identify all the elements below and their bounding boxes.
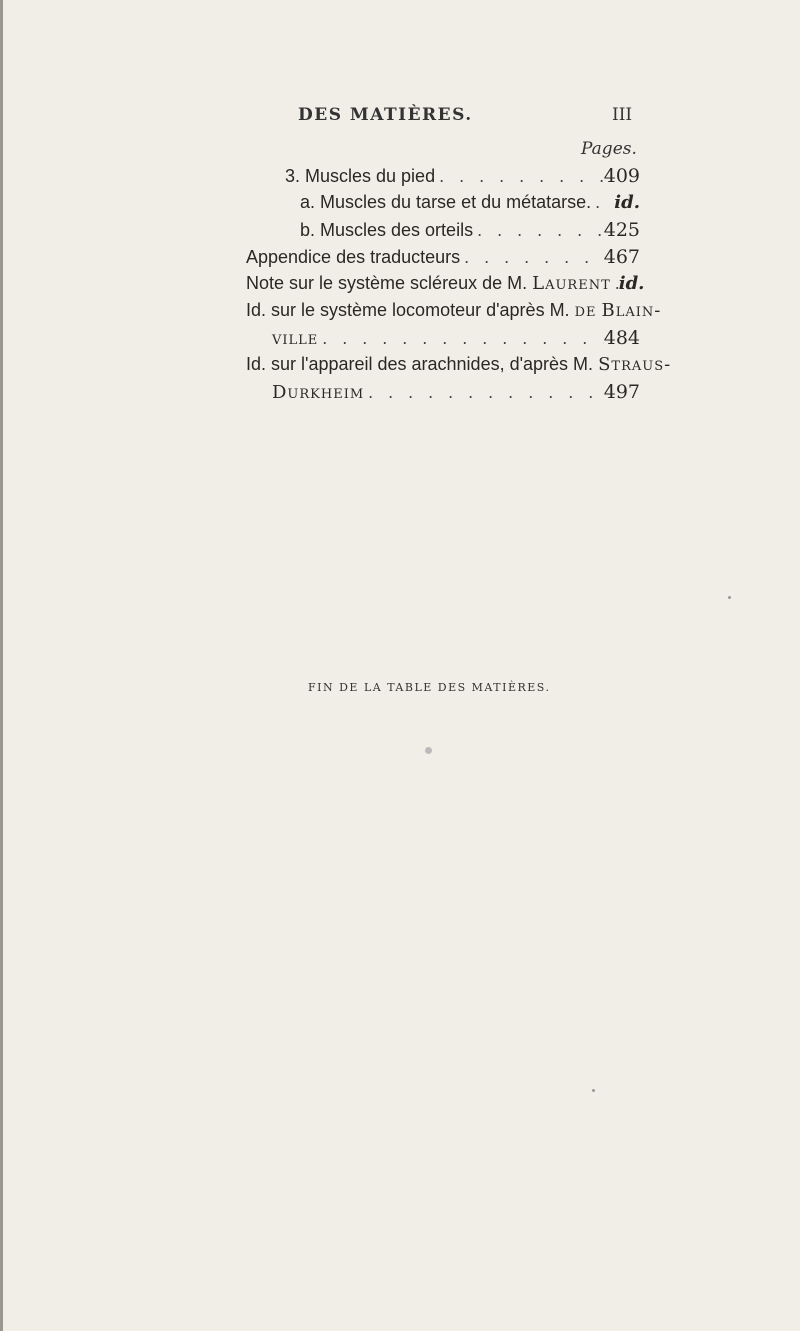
toc-entry-page: 425 [603,219,640,241]
toc-entry-line [246,300,662,327]
toc-entry-page: 467 [603,246,640,268]
toc-entry [246,246,640,273]
toc-entry-continuation [272,327,640,354]
paper-speck [592,1089,595,1092]
dot-leader [591,192,614,213]
paper-speck [425,747,432,754]
toc-entry-line [246,354,672,381]
paper-speck [728,596,731,599]
author-name: Laurent [532,273,611,294]
toc-entry-continuation [272,381,640,408]
toc-entry-continuation-text: ville [272,328,319,349]
author-particle: de [574,300,597,321]
toc-entry-page: id. [618,273,645,294]
toc-entry-page: id. [614,192,640,213]
toc-entry [246,273,645,300]
toc-entry [285,192,640,219]
toc-entry [285,165,640,192]
toc-entry-label: 3. Muscles du pied [285,166,436,186]
toc-entry-text: Note sur le système scléreux de M. [246,273,528,293]
toc-entry-text: Id. sur le système locomoteur d'après M. [246,300,570,320]
toc-entry-page: 484 [603,327,640,349]
toc-entry-page: 497 [603,381,640,403]
header-title: DES MATIÈRES. [298,105,473,125]
toc-entry-label [246,300,661,321]
closing-line: FIN DE LA TABLE DES MATIÈRES. [308,681,551,694]
running-header [0,105,800,135]
page-edge [0,0,3,1331]
dot-leader [611,273,619,294]
toc-entry [285,219,640,246]
toc-entry-continuation-text: Durkheim [272,382,365,403]
header-page-number: III [612,105,633,125]
toc-entry-label [246,354,671,375]
author-name: Blain- [601,300,662,321]
author-name: Straus- [598,354,672,375]
toc-entry-label: Appendice des traducteurs [246,247,461,267]
dot-leader [364,382,604,403]
toc-entry-label [246,273,611,294]
toc-entry-label: b. Muscles des orteils [300,220,474,240]
toc-entry-page: 409 [603,165,640,187]
toc-entry-text: Id. sur l'appareil des arachnides, d'après M. [246,354,594,374]
dot-leader [473,220,604,241]
dot-leader [435,166,604,187]
table-of-contents [246,165,672,408]
dot-leader [318,328,603,349]
pages-column-label: Pages. [581,139,637,159]
toc-entry-label: a. Muscles du tarse et du métatarse. [300,192,592,212]
dot-leader [460,247,604,268]
